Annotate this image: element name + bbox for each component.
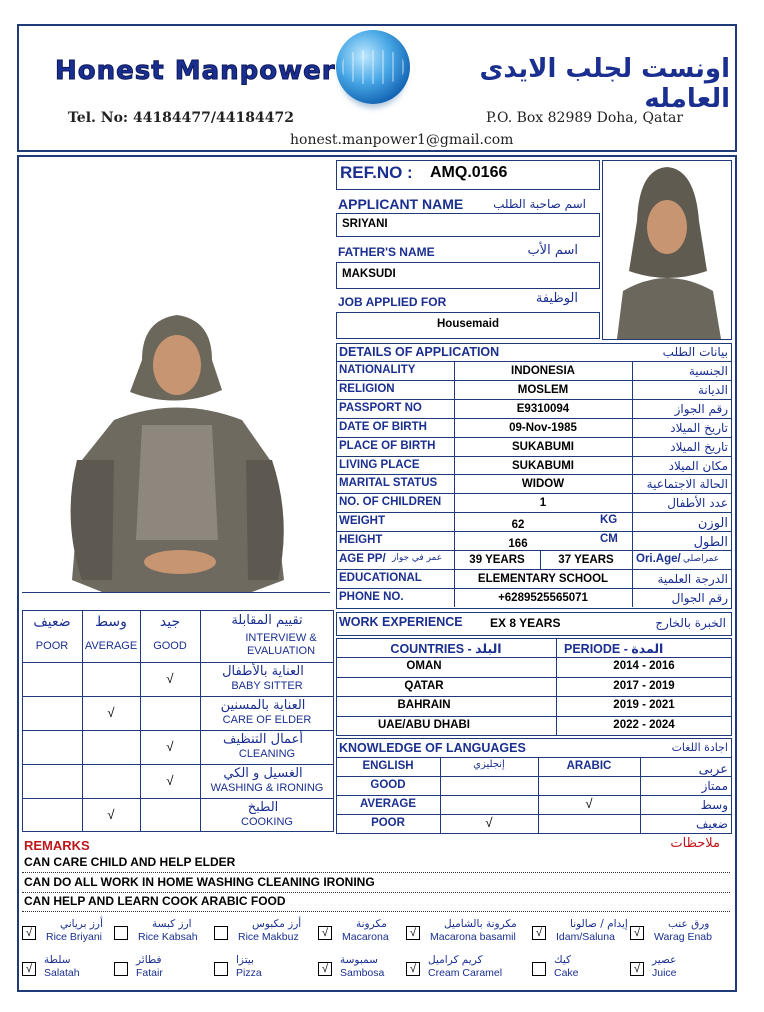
skill-label: COOKING <box>241 816 293 828</box>
details-row-line <box>336 512 732 513</box>
food-checkbox[interactable] <box>214 926 228 940</box>
work-country: UAE/ABU DHABI <box>378 719 470 732</box>
details-row-line <box>336 418 732 419</box>
lang-level-label: AVERAGE <box>359 798 417 810</box>
detail-label: LIVING PLACE <box>339 458 420 471</box>
good-header-ar: جيد <box>159 614 181 630</box>
details-col-divider <box>632 361 633 607</box>
period-header: PERIODE - المدة <box>564 642 664 656</box>
company-name-en: Honest Manpower <box>55 56 336 86</box>
remark-divider <box>22 892 730 893</box>
food-label: Cream Caramel <box>428 967 503 979</box>
detail-value: MOSLEM <box>517 383 569 396</box>
age-ori-label-ar: عمراصلي <box>683 554 720 564</box>
average-header-ar: وسط <box>95 614 127 630</box>
food-label: Pizza <box>236 967 262 979</box>
poor-header: POOR <box>35 640 69 652</box>
skill-label-ar: الطبخ <box>247 800 279 815</box>
food-label-ar: عصير <box>652 954 677 966</box>
food-label: Rice Briyani <box>46 931 103 943</box>
work-period: 2017 - 2019 <box>613 679 675 692</box>
email: honest.manpower1@gmail.com <box>290 132 514 148</box>
father-name-value: MAKSUDI <box>342 268 396 280</box>
english-label-ar: إنجليزي <box>473 759 505 770</box>
food-label-ar: مكرونة بالشاميل <box>444 918 517 930</box>
food-label: Salatah <box>44 967 80 979</box>
remark-divider <box>22 872 730 873</box>
detail-value: SUKABUMI <box>512 459 574 472</box>
evaluation-header: INTERVIEW & EVALUATION <box>245 632 317 657</box>
detail-value: 1 <box>539 497 547 510</box>
detail-label: NO. OF CHILDREN <box>339 496 442 509</box>
weight-label-ar: الوزن <box>697 516 728 532</box>
details-row-line <box>336 437 732 438</box>
skill-label-ar: العناية بالأطفال <box>222 664 304 679</box>
work-row-line <box>336 716 732 717</box>
lang-level-label-ar: وسط <box>700 798 728 812</box>
check-mark-icon[interactable]: √ <box>318 962 332 976</box>
details-row-line <box>336 456 732 457</box>
detail-label-ar: الديانة <box>697 382 728 397</box>
skills-row-line <box>22 798 334 799</box>
details-row-line <box>336 550 732 551</box>
detail-label-ar: الجنسية <box>688 364 728 378</box>
height-label: HEIGHT <box>339 534 383 547</box>
skill-label-ar: أعمال التنظيف <box>223 732 303 747</box>
photo-divider <box>22 592 330 593</box>
check-mark-icon: √ <box>485 815 493 830</box>
applicant-portrait-photo <box>602 160 732 340</box>
lang-level-label: POOR <box>371 817 405 829</box>
details-row-line <box>336 569 732 570</box>
skills-row-line <box>22 696 334 697</box>
detail-label-ar: الحالة الاجتماعية <box>646 477 728 492</box>
food-label: Macarona <box>342 931 389 943</box>
check-mark-icon: √ <box>166 739 174 754</box>
check-mark-icon[interactable]: √ <box>406 962 420 976</box>
check-mark-icon: √ <box>107 807 115 822</box>
skill-label-ar: الغسيل و الكي <box>223 766 303 781</box>
lang-level-label-ar: ممتاز <box>701 779 728 793</box>
food-label-ar: كريم كراميل <box>428 954 483 966</box>
height-unit: CM <box>600 533 618 546</box>
detail-label: RELIGION <box>339 382 395 395</box>
detail-label: DATE OF BIRTH <box>339 420 427 433</box>
details-title: DETAILS OF APPLICATION <box>339 345 500 359</box>
food-label: Rice Kabsah <box>138 931 198 943</box>
detail-label: PLACE OF BIRTH <box>339 439 436 452</box>
globe-logo-icon <box>336 30 410 104</box>
evaluation-header-ar: تقييم المقابلة <box>231 613 303 628</box>
skill-label: CLEANING <box>238 748 296 760</box>
details-row-line <box>336 493 732 494</box>
remarks-label-ar: ملاحظات <box>670 836 720 851</box>
work-country: BAHRAIN <box>397 699 451 712</box>
height-label-ar: الطول <box>693 535 728 551</box>
food-label-ar: فطائر <box>136 954 162 966</box>
skill-label: BABY SITTER <box>231 680 303 692</box>
father-name-label: FATHER'S NAME <box>338 245 435 259</box>
education-label-ar: الدرجة العلمية <box>657 571 728 586</box>
details-row-line <box>336 474 732 475</box>
food-label: Cake <box>554 967 579 979</box>
details-title-ar: بيانات الطلب <box>662 345 728 359</box>
phone-label: PHONE NO. <box>339 590 404 603</box>
job-label: JOB APPLIED FOR <box>338 295 447 309</box>
average-header: AVERAGE <box>84 640 138 652</box>
food-label-ar: أرز برياني <box>60 918 103 930</box>
food-label: Idam/Saluna <box>556 931 615 943</box>
work-row-line <box>336 657 732 658</box>
details-row-line <box>336 588 732 589</box>
detail-label-ar: رقم الجواز <box>674 401 728 416</box>
check-mark-icon: √ <box>166 773 174 788</box>
company-name-ar: اونست لجلب الايدى العامله <box>479 54 730 114</box>
height-value: 166 <box>508 538 528 551</box>
remark-line: CAN CARE CHILD AND HELP ELDER <box>24 855 236 869</box>
work-country: QATAR <box>404 679 444 692</box>
detail-label-ar: عدد الأطفال <box>667 496 728 511</box>
detail-value: SUKABUMI <box>512 440 574 453</box>
remark-line: CAN HELP AND LEARN COOK ARABIC FOOD <box>24 894 286 908</box>
detail-label: NATIONALITY <box>339 364 416 376</box>
education-value: ELEMENTARY SCHOOL <box>477 572 609 585</box>
food-label-ar: كيك <box>554 954 572 966</box>
check-mark-icon[interactable]: √ <box>406 926 420 940</box>
lang-row-line <box>336 795 732 796</box>
skills-row-line <box>22 730 334 731</box>
job-value: Housemaid <box>437 318 499 330</box>
check-mark-icon[interactable]: √ <box>532 926 546 940</box>
weight-label: WEIGHT <box>339 515 385 528</box>
food-label-ar: مكرونة <box>356 918 387 930</box>
arabic-label: ARABIC <box>566 760 612 772</box>
lang-col-divider <box>640 757 641 833</box>
check-mark-icon[interactable]: √ <box>22 962 36 976</box>
good-header: GOOD <box>153 640 187 652</box>
weight-value: 62 <box>511 519 525 532</box>
food-checkbox[interactable] <box>114 926 128 940</box>
detail-label-ar: تاريخ الميلاد <box>670 420 728 435</box>
work-period: 2022 - 2024 <box>613 719 675 732</box>
remark-line: CAN DO ALL WORK IN HOME WASHING CLEANING IRONING <box>24 874 375 889</box>
applicant-name-value: SRIYANI <box>342 218 388 230</box>
food-label-ar: إيدام / صالونا <box>570 918 628 930</box>
lang-level-label: GOOD <box>370 779 406 791</box>
food-label-ar: ارز كبسة <box>152 918 192 930</box>
work-label-ar: الخبرة بالخارج <box>655 616 726 630</box>
age-pp-value: 39 YEARS <box>469 554 525 566</box>
food-checkbox[interactable] <box>532 962 546 976</box>
phone-label-ar: رقم الجوال <box>671 590 728 605</box>
languages-title: KNOWLEDGE OF LANGUAGES <box>339 741 526 755</box>
skill-label: WASHING & IRONING <box>210 782 324 794</box>
detail-label: MARITAL STATUS <box>339 477 438 490</box>
check-mark-icon[interactable]: √ <box>630 962 644 976</box>
work-value: EX 8 YEARS <box>490 616 561 630</box>
check-mark-icon: √ <box>585 796 593 811</box>
education-label: EDUCATIONAL <box>339 571 422 584</box>
food-label-ar: ورق عنب <box>668 918 710 930</box>
check-mark-icon: √ <box>107 705 115 720</box>
details-row-line <box>336 399 732 400</box>
detail-value: INDONESIA <box>511 365 575 377</box>
weight-unit: KG <box>600 514 618 527</box>
age-label: AGE PP/ <box>339 553 386 565</box>
person-portrait-icon <box>603 161 731 339</box>
details-row-line <box>336 531 732 532</box>
detail-value: 09-Nov-1985 <box>509 421 577 434</box>
skills-row-line <box>22 662 334 663</box>
detail-value: E9310094 <box>516 402 570 415</box>
applicant-name-label: APPLICANT NAME <box>338 196 464 212</box>
lang-level-label-ar: ضعيف <box>695 817 728 831</box>
person-figure-icon <box>22 160 330 592</box>
detail-label-ar: مكان الميلاد <box>668 458 728 473</box>
languages-title-ar: اجادة اللغات <box>671 741 728 754</box>
food-checkbox[interactable] <box>214 962 228 976</box>
skills-row-line <box>22 764 334 765</box>
food-label: Sambosa <box>340 967 385 979</box>
detail-value: WIDOW <box>521 478 565 491</box>
tel-number: Tel. No: 44184477/44184472 <box>68 110 294 126</box>
check-mark-icon: √ <box>166 671 174 686</box>
food-label: Rice Makbuz <box>238 931 299 943</box>
detail-label-ar: تاريخ الميلاد <box>670 439 728 454</box>
work-country: OMAN <box>406 660 442 672</box>
english-label: ENGLISH <box>362 760 414 772</box>
age-ori-value: 37 YEARS <box>558 554 614 566</box>
job-label-ar: الوظيفة <box>535 291 578 306</box>
remarks-label: REMARKS <box>24 838 90 853</box>
poor-header-ar: ضعيف <box>33 614 71 630</box>
check-mark-icon[interactable]: √ <box>630 926 644 940</box>
po-box: P.O. Box 82989 Doha, Qatar <box>486 110 684 126</box>
food-label: Macarona basamil <box>430 931 516 943</box>
age-label-ar: عمر في جواز <box>392 553 443 563</box>
check-mark-icon[interactable]: √ <box>318 926 332 940</box>
lang-row-line <box>336 757 732 758</box>
remark-divider <box>22 911 730 912</box>
food-label-ar: سلطة <box>44 954 71 966</box>
food-label: Juice <box>652 967 677 979</box>
food-label: Fatair <box>136 967 163 979</box>
phone-value: +6289525565071 <box>498 591 588 604</box>
food-label-ar: بيتزا <box>236 954 254 966</box>
applicant-full-photo <box>22 160 330 592</box>
countries-header: COUNTRIES - البلد <box>390 642 502 656</box>
father-name-label-ar: اسم الأب <box>527 243 578 258</box>
work-period: 2014 - 2016 <box>613 660 675 672</box>
details-row-line <box>336 380 732 381</box>
skill-label: CARE OF ELDER <box>222 714 312 726</box>
work-label: WORK EXPERIENCE <box>339 615 463 629</box>
food-checkbox[interactable] <box>114 962 128 976</box>
work-row-line <box>336 696 732 697</box>
applicant-name-label-ar: اسم صاحبة الطلب <box>493 197 586 211</box>
food-label-ar: أرز مكبوس <box>252 918 302 930</box>
detail-label: PASSPORT NO <box>339 401 422 414</box>
food-label: Warag Enab <box>654 931 712 943</box>
work-period: 2019 - 2021 <box>613 699 675 712</box>
work-row-line <box>336 677 732 678</box>
age-ori-label: Ori.Age/ <box>636 553 681 565</box>
check-mark-icon[interactable]: √ <box>22 926 36 940</box>
ref-label: REF.NO : <box>340 163 413 182</box>
skill-label-ar: العناية بالمسنين <box>220 698 306 713</box>
ref-value: AMQ.0166 <box>430 164 508 181</box>
details-row-line <box>336 361 732 362</box>
food-label-ar: سمبوسة <box>340 954 378 966</box>
arabic-label-ar: عربى <box>698 762 728 777</box>
